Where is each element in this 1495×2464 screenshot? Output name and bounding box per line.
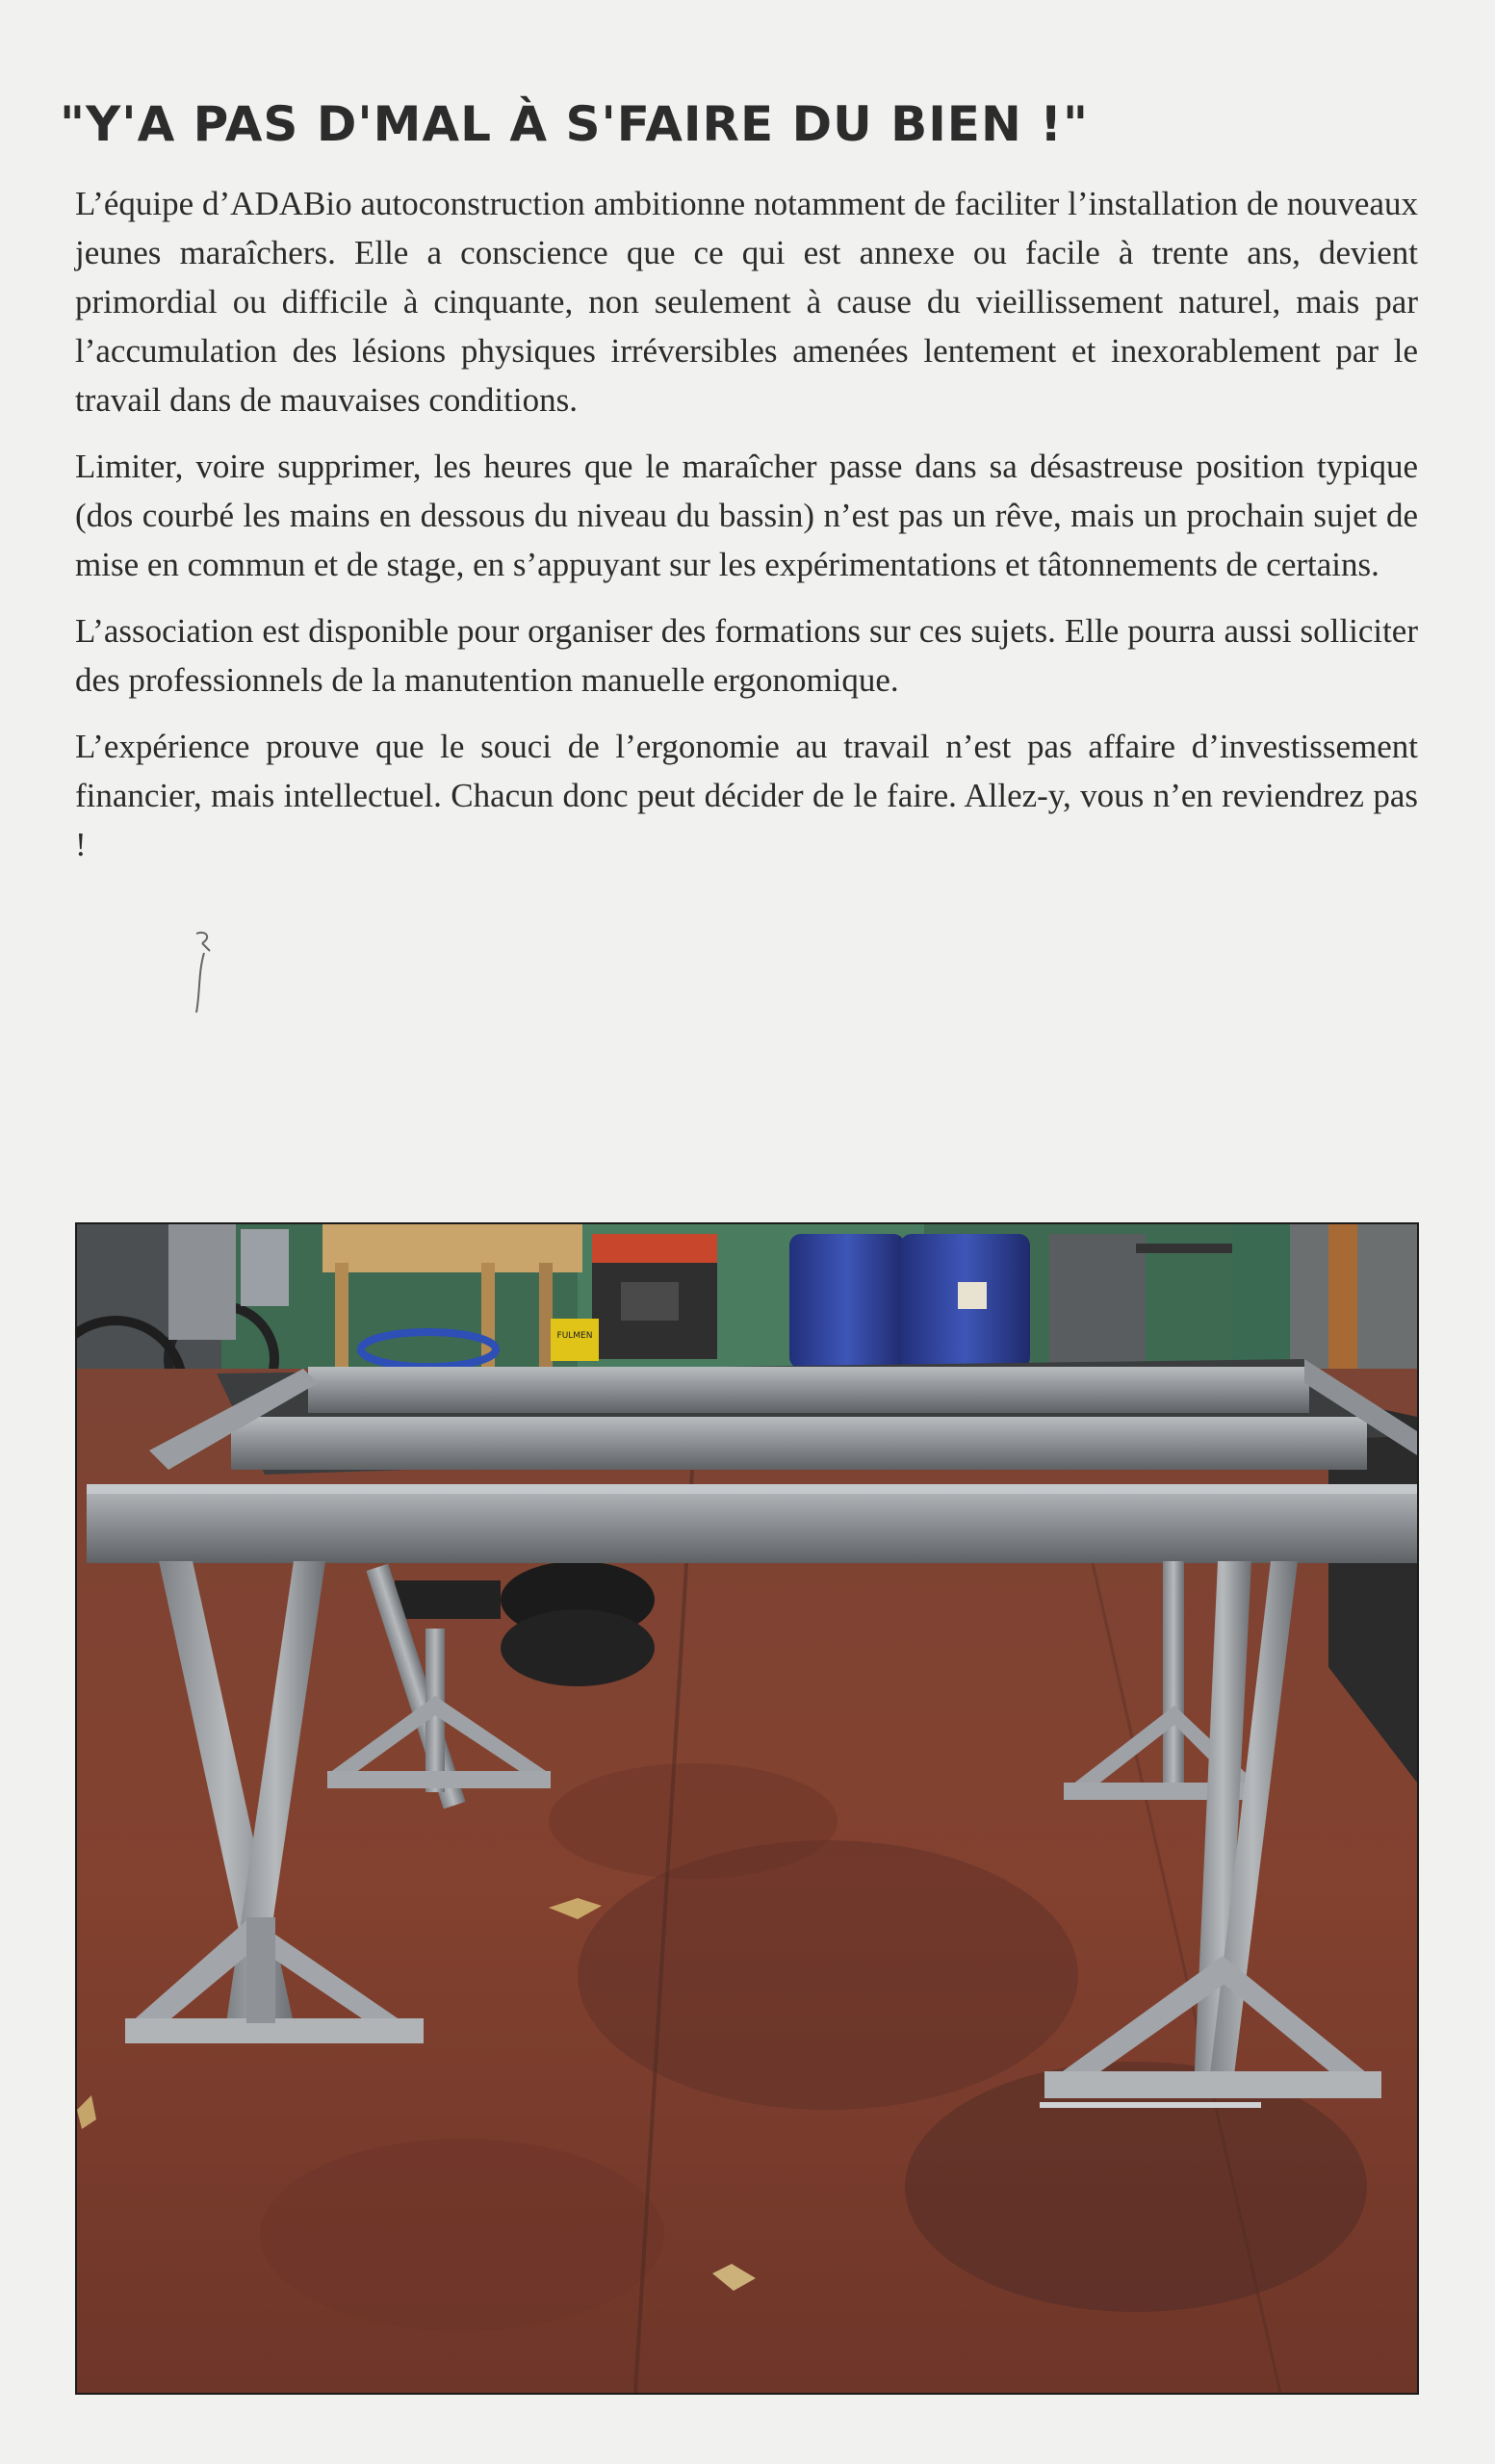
paragraph-2: Limiter, voire supprimer, les heures que le maraîcher passe dans sa désastreuse position typique (dos courbé les mains en dessous du niveau du bassin) n’est pas un rêve, mais un prochain sujet de mise en commun et de stage, en s’appuyant sur les expérimentations et tâtonnements de certains. [75,448,1418,583]
power-drill [168,1224,236,1340]
blue-barrel-1 [789,1234,905,1369]
paragraph-1: L’équipe d’ADABio autoconstruction ambitionne notamment de faciliter l’installation de nouveaux jeunes maraîchers. Elle a conscience que ce qui est annexe ou facile à trente ans, devient primordial ou difficile à cinquante, non seulement à cause du vieillissement naturel, mais par l’accumulation des lésions physiques irréversibles amenées lentement et inexorablement par le travail dans de mauvaises conditions. [75,185,1418,419]
article-body [75,179,1418,886]
fulmen-label: FULMEN [556,1331,593,1341]
stray-pen-mark [189,924,227,1020]
vise-stand [1049,1234,1146,1369]
middle-rail [231,1417,1367,1470]
workbench-photo [75,1222,1419,2395]
article-title: "Y'A PAS D'MAL À S'FAIRE DU BIEN !" [60,96,1090,152]
paragraph-3: L’association est disponible pour organiser des formations sur ces sujets. Elle pourra aussi solliciter des professionnels de la manutention manuelle ergonomique. [75,612,1418,699]
welding-machine [592,1234,717,1263]
paragraph-4: L’expérience prouve que le souci de l’ergonomie au travail n’est pas affaire d’investissement financier, mais intellectuel. Chacun donc peut décider de le faire. Allez-y, vous n’en reviendrez pas ! [75,728,1418,863]
workbench-photo-illustration [77,1224,1417,2393]
back-rail [308,1367,1309,1413]
front-rail [87,1484,1417,1563]
